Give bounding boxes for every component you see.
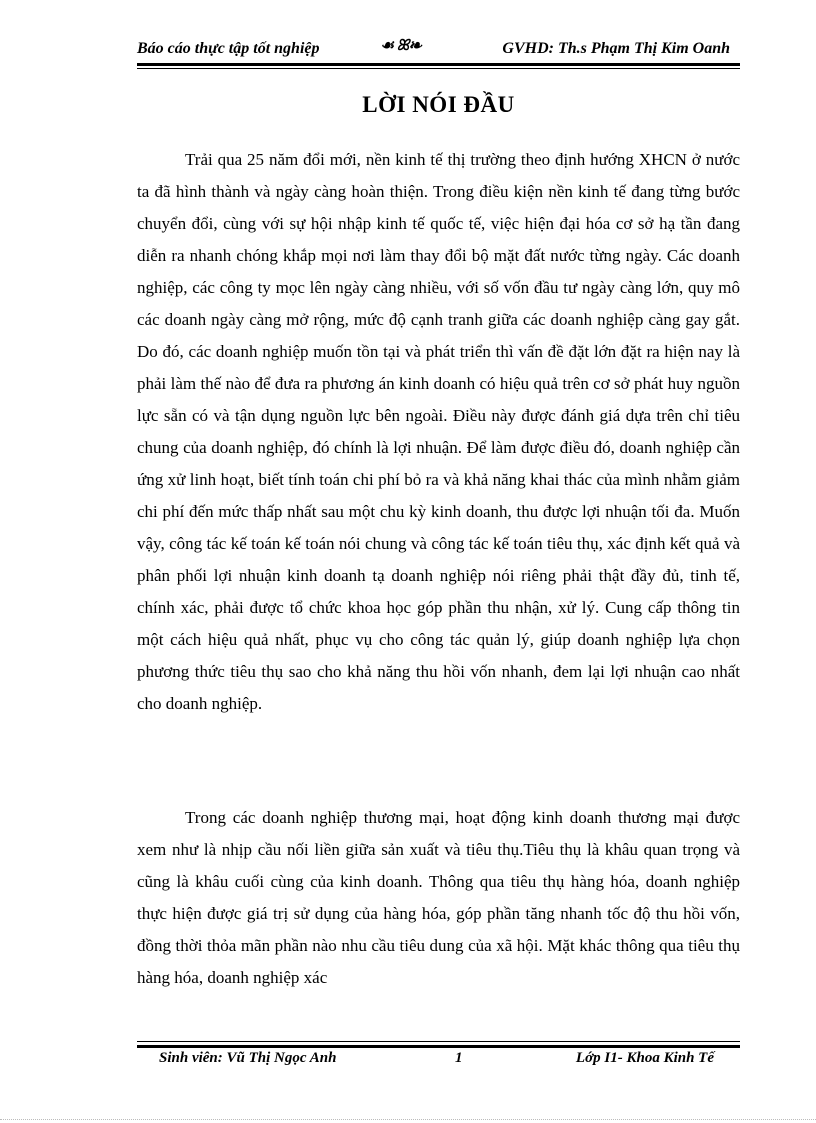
header-rule-thick <box>137 63 740 66</box>
page-bottom-divider <box>0 1119 816 1120</box>
header-rule-thin <box>137 68 740 69</box>
footer-rule-thin <box>137 1041 740 1042</box>
page-header <box>137 36 740 62</box>
header-report-title: Báo cáo thực tập tốt nghiệp <box>137 40 320 57</box>
page-number: 1 <box>455 1050 463 1066</box>
header-ornament-icon: ☙ ꕤ❧ <box>381 38 422 54</box>
paragraph-1: Trải qua 25 năm đổi mới, nền kinh tế thị trường theo định hướng XHCN ở nước ta đã hình thành và ngày càng hoàn thiện. Trong điều kiện nền kinh tế đang từng bước chuyển đổi, cùng với sự hội nhập kinh tế quốc tế, việc hiện đại hóa cơ sở hạ tần đang diễn ra nhanh chóng khắp mọi nơi làm thay đổi bộ mặt đất nước từng ngày. Các doanh nghiệp, các công ty mọc lên ngày càng nhiều, với số vốn đầu tư ngày càng lớn, quy mô các doanh ngày càng mở rộng, mức độ cạnh tranh giữa các doanh nghiệp càng gay gắt. Do đó, các doanh nghiệp muốn tồn tại và phát triển thì vấn đề đặt lớn đặt ra hiện nay là phải làm thế nào để đưa ra phương án kinh doanh có hiệu quả trên cơ sở phát huy nguồn lực sẵn có và tận dụng nguồn lực bên ngoài. Điều này được đánh giá dựa trên chỉ tiêu chung của doanh nghiệp, đó chính là lợi nhuận. Để làm được điều đó, doanh nghiệp cần ứng xử linh hoạt, biết tính toán chi phí bỏ ra và khả năng khai thác của mình nhằm giảm chi phí đến mức thấp nhất sau một chu kỳ kinh doanh, thu được lợi nhuận tối đa. Muốn vậy, công tác kế toán kế toán nói chung và công tác kế toán tiêu thụ, xác định kết quả và phân phối lợi nhuận kinh doanh tạ doanh nghiệp nói riêng phải thật đầy đủ, tinh tế, chính xác, phải được tổ chức khoa học góp phần thu nhận, xử lý. Cung cấp thông tin một cách hiệu quả nhất, phục vụ cho công tác quản lý, giúp doanh nghiệp lựa chọn phương thức tiêu thụ sao cho khả năng thu hồi vốn nhanh, đem lại lợi nhuận cao nhất cho doanh nghiệp. <box>137 150 740 713</box>
footer-class: Lớp I1- Khoa Kinh Tế <box>575 1050 714 1066</box>
footer-student: Sinh viên: Vũ Thị Ngọc Anh <box>159 1050 337 1066</box>
footer-rule-thick <box>137 1045 740 1048</box>
page-footer <box>137 1050 740 1070</box>
page-title: LỜI NÓI ĐẦU <box>362 92 515 117</box>
paragraph-2: Trong các doanh nghiệp thương mại, hoạt động kinh doanh thương mại được xem như là nhịp cầu nối liền giữa sản xuất và tiêu thụ.Tiêu thụ là khâu quan trọng và cũng là khâu cuối cùng của kinh doanh. Thông qua tiêu thụ hàng hóa, doanh nghiệp thực hiện được giá trị sử dụng của hàng hóa, góp phần tăng nhanh tốc độ thu hồi vốn, đồng thời thỏa mãn phần nào nhu cầu tiêu dung của xã hội. Mặt khác thông qua tiêu thụ hàng hóa, doanh nghiệp xác <box>137 808 740 987</box>
header-supervisor: GVHD: Th.s Phạm Thị Kim Oanh <box>502 40 730 57</box>
